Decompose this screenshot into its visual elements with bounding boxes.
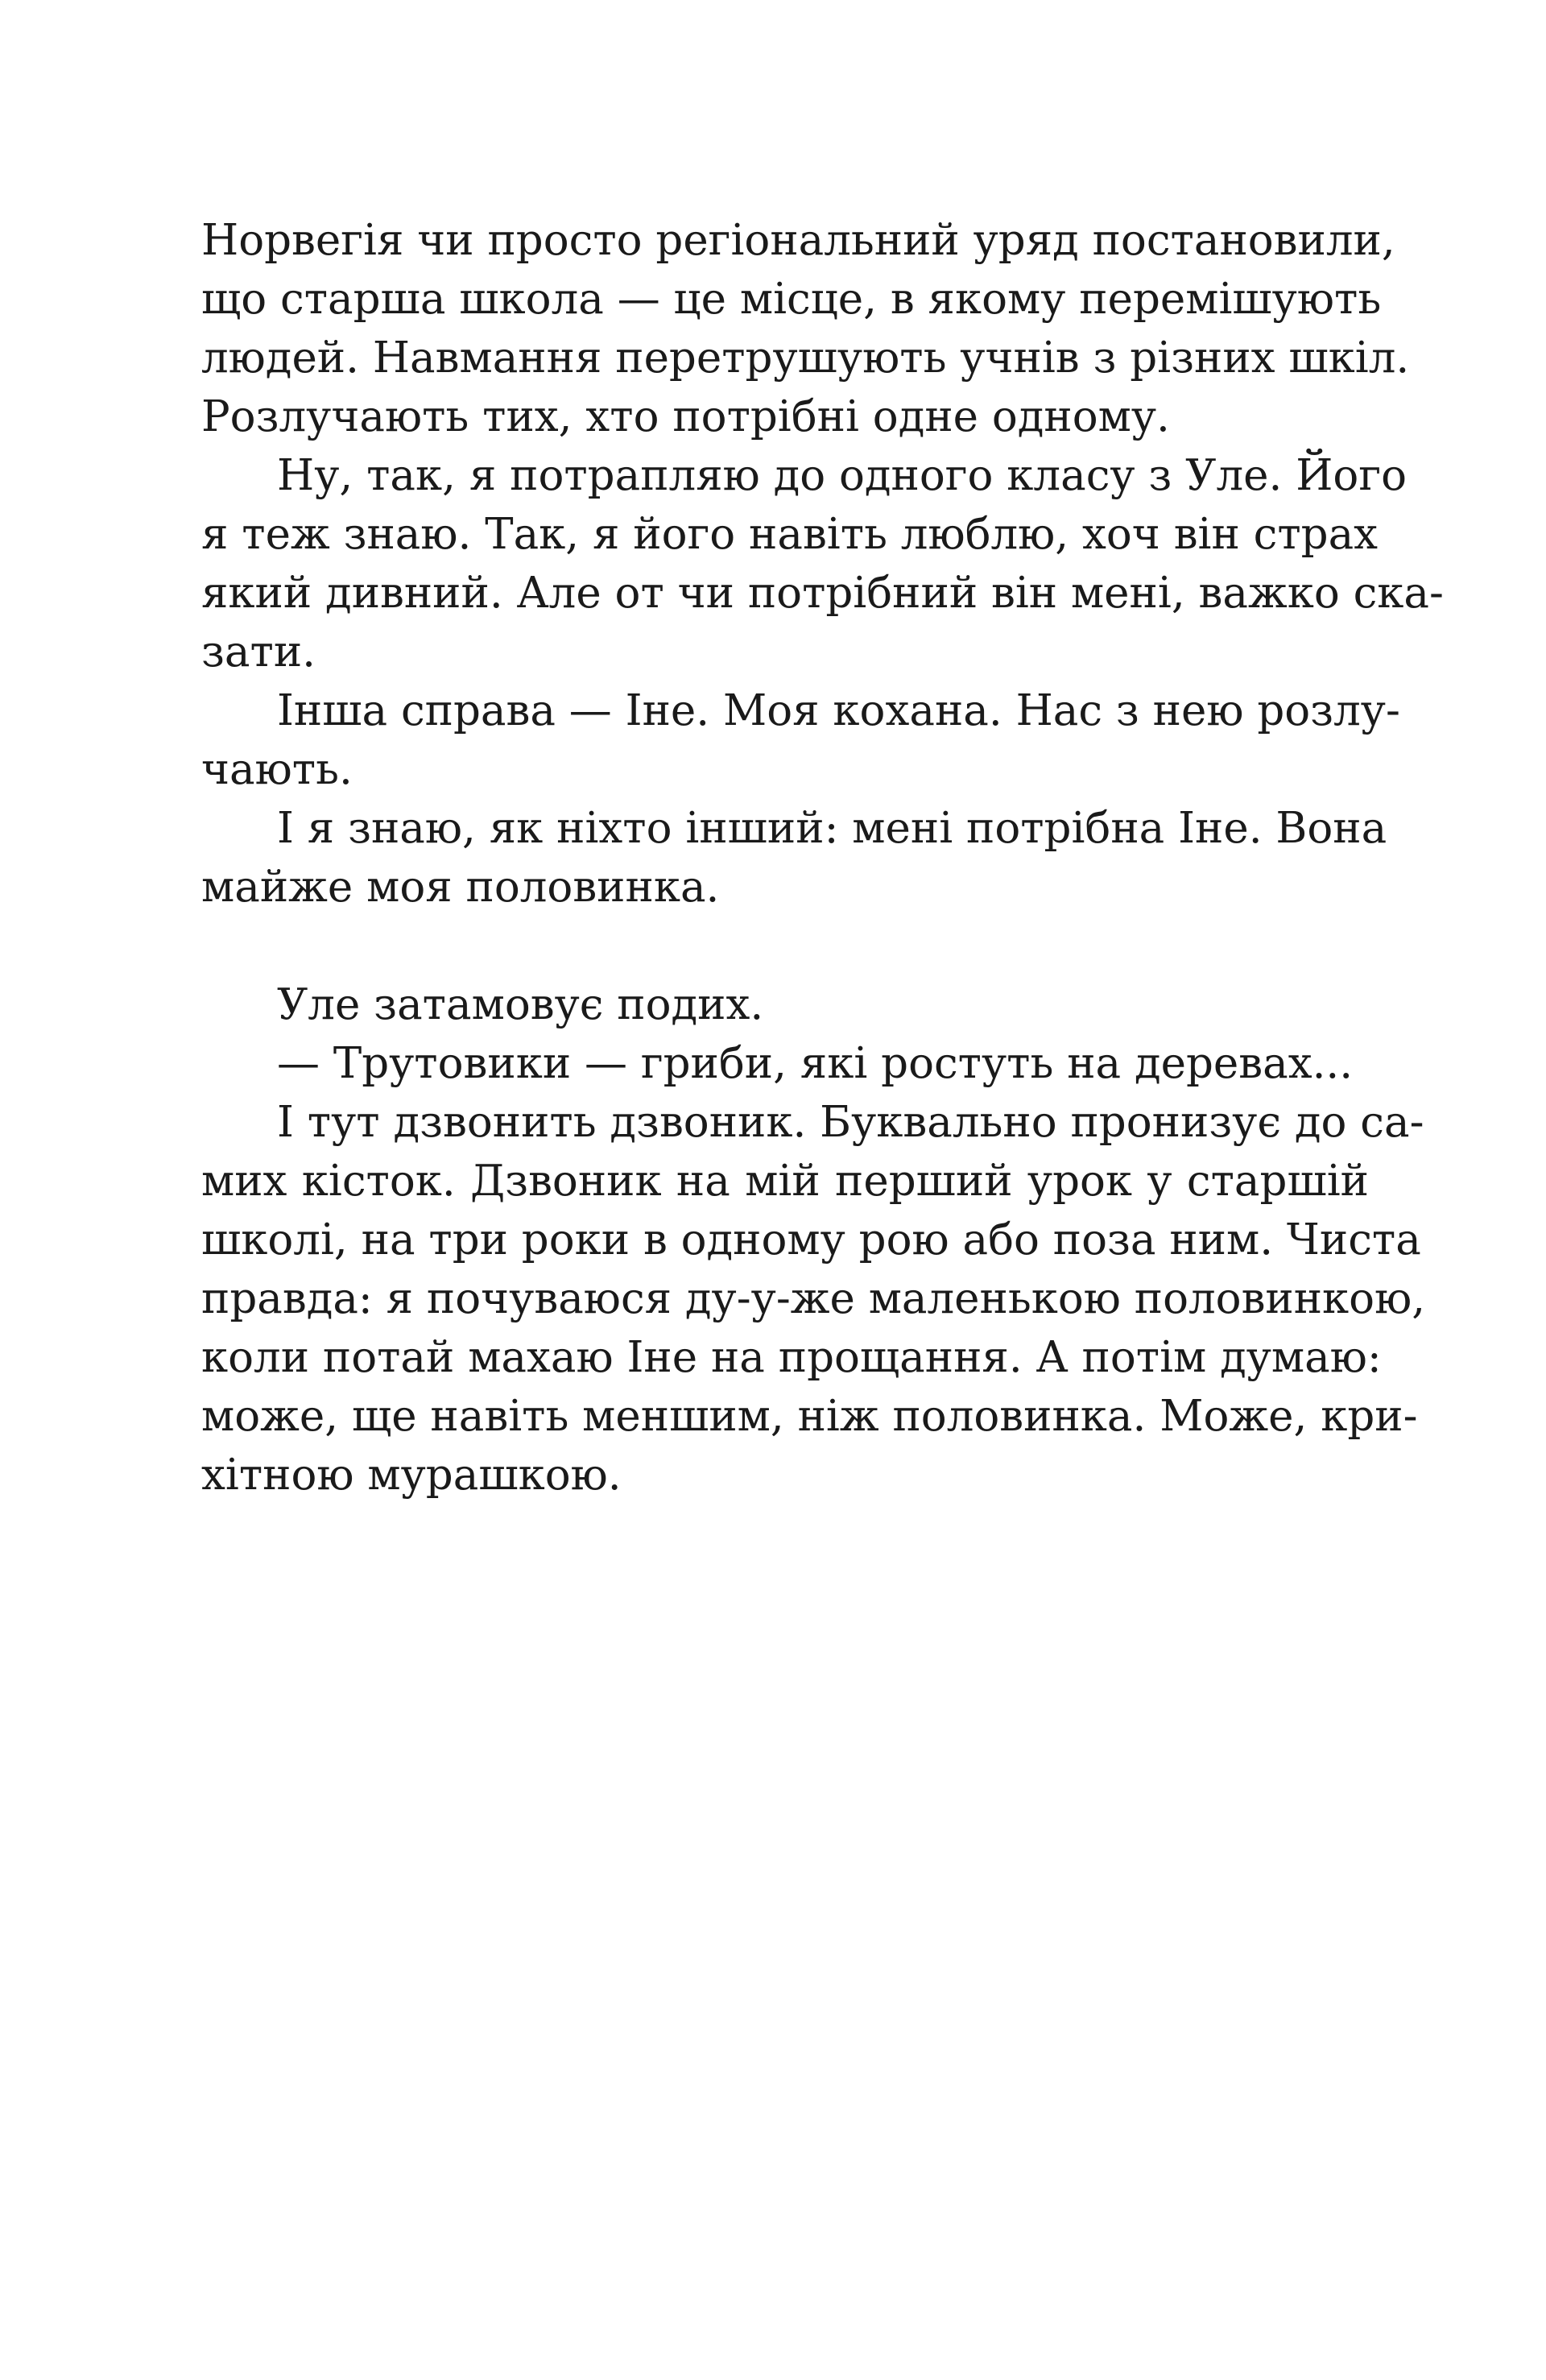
text-line: хітною мурашкою. — [201, 1451, 622, 1500]
body-text — [201, 211, 1444, 1505]
text-line: я теж знаю. Так, я його навіть люблю, хоч він страх — [201, 510, 1379, 559]
paragraph — [201, 211, 1410, 446]
text-line: людей. Навмання перетрушують учнів з різних шкіл. — [201, 333, 1410, 383]
text-line: правда: я почуваюся ду-у-же маленькою половинкою, — [201, 1274, 1426, 1323]
text-line: майже моя половинка. — [201, 863, 720, 912]
text-line: зати. — [201, 627, 316, 677]
paragraph — [201, 975, 1369, 1034]
text-line: Уле затамовує подих. — [277, 980, 764, 1029]
text-line: — Трутовики — гриби, які ростуть на деревах... — [277, 1039, 1354, 1088]
text-line: який дивний. Але от чи потрібний він мені, важко ска- — [201, 569, 1444, 618]
text-line: Норвегія чи просто регіональний уряд постановили, — [201, 216, 1395, 265]
text-line: І тут дзвонить дзвоник. Буквально пронизує до са- — [277, 1098, 1424, 1147]
text-line: що старша школа — це місце, в якому перемішують — [201, 275, 1382, 324]
paragraph — [201, 799, 1387, 917]
text-line: Розлучають тих, хто потрібні одне одному. — [201, 392, 1170, 441]
text-line: Ну, так, я потрапляю до одного класу з Уле. Його — [277, 451, 1407, 500]
text-line: чають. — [201, 745, 353, 794]
text-line: І я знаю, як ніхто інший: мені потрібна Іне. Вона — [277, 804, 1387, 853]
paragraph — [201, 446, 1444, 681]
section-break — [201, 917, 1369, 975]
paragraph — [201, 1034, 1369, 1093]
text-line: Інша справа — Іне. Моя кохана. Нас з нею розлу- — [277, 686, 1400, 735]
text-line: коли потай махаю Іне на прощання. А потім думаю: — [201, 1333, 1382, 1382]
text-line: мих кісток. Дзвоник на мій перший урок у старшій — [201, 1157, 1369, 1206]
paragraph — [201, 1093, 1426, 1505]
paragraph — [201, 681, 1400, 799]
text-line: школі, на три роки в одному рою або поза ним. Чиста — [201, 1215, 1421, 1265]
text-line: може, ще навіть меншим, ніж половинка. Може, кри- — [201, 1392, 1418, 1441]
